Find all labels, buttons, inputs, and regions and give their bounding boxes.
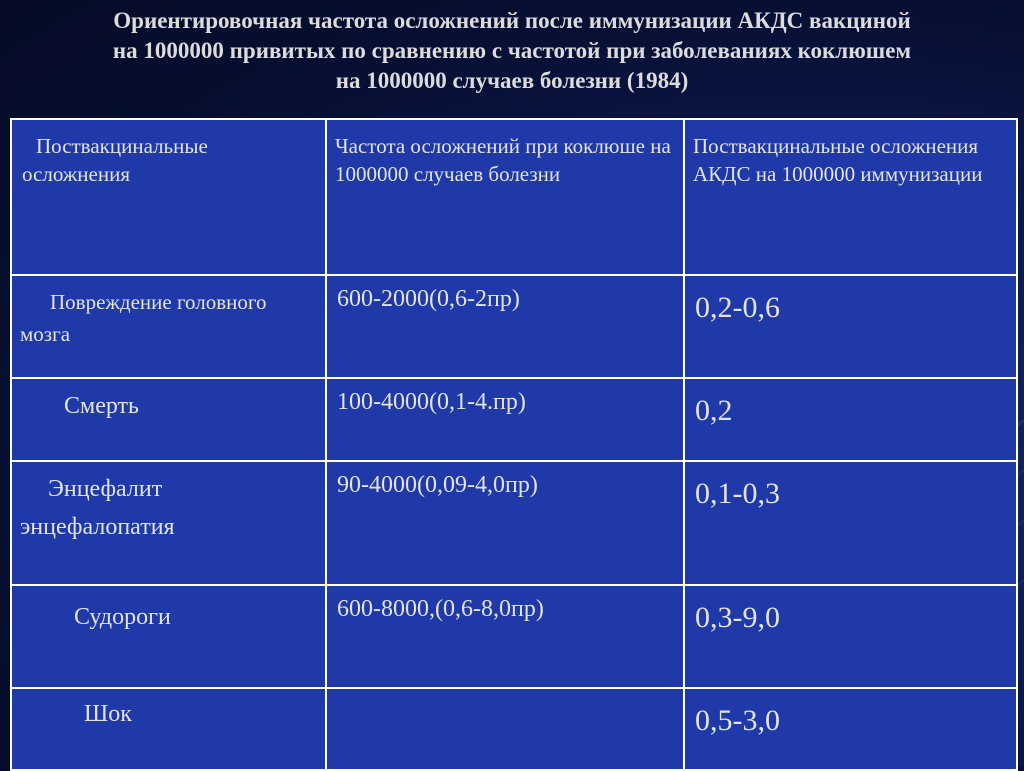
title-line-2: на 1000000 привитых по сравнению с частотой при заболеваниях коклюшем [112, 38, 912, 63]
pertussis-value-cell [326, 585, 684, 688]
table-header-row [11, 119, 1017, 275]
pertussis-value: 600-8000,(0,6-8,0пр) [337, 596, 544, 622]
row-label-cell [11, 275, 326, 378]
dtp-value: 0,5-3,0 [695, 704, 780, 737]
table-row [11, 585, 1017, 688]
row-label-cell [11, 378, 326, 461]
pertussis-value-cell [326, 688, 684, 770]
row-label: Судороги [74, 604, 171, 630]
dtp-value: 0,2 [695, 394, 733, 427]
header-label-dtp-frequency: Поствакцинальные осложнения АКДС на 1000000 иммунизации [693, 134, 983, 186]
header-cell-dtp-frequency [684, 119, 1017, 275]
table-row [11, 461, 1017, 585]
pertussis-value: 600-2000(0,6-2пр) [337, 286, 520, 312]
dtp-value-cell [684, 585, 1017, 688]
title-line-1: Ориентировочная частота осложнений после иммунизации АКДС вакциной [113, 8, 911, 33]
table-row [11, 275, 1017, 378]
row-label-cell [11, 688, 326, 770]
table-row [11, 378, 1017, 461]
dtp-value-cell [684, 275, 1017, 378]
dtp-value: 0,1-0,3 [695, 477, 780, 510]
row-label: Шок [84, 701, 132, 727]
row-label: Смерть [64, 393, 139, 419]
complications-table [10, 118, 1018, 771]
row-label-cell [11, 461, 326, 585]
dtp-value: 0,2-0,6 [695, 291, 780, 324]
header-cell-pertussis-frequency [326, 119, 684, 275]
pertussis-value: 90-4000(0,09-4,0пр) [337, 472, 538, 498]
dtp-value-cell [684, 461, 1017, 585]
pertussis-value-cell [326, 378, 684, 461]
slide-title [14, 6, 1010, 96]
pertussis-value-cell [326, 275, 684, 378]
pertussis-value [327, 689, 683, 697]
row-label: Повреждение головного мозга [20, 290, 267, 346]
dtp-value-cell [684, 378, 1017, 461]
header-label-pertussis-frequency: Частота осложнений при коклюше на 1000000 случаев болезни [335, 134, 671, 186]
table-row [11, 688, 1017, 770]
row-label-cell [11, 585, 326, 688]
pertussis-value: 100-4000(0,1-4.пр) [337, 389, 526, 415]
header-label-complication: Поствакцинальные осложнения [22, 134, 208, 186]
row-label: Энцефалит энцефалопатия [20, 476, 175, 540]
title-line-3: на 1000000 случаев болезни (1984) [335, 68, 689, 93]
dtp-value-cell [684, 688, 1017, 770]
header-cell-complication [11, 119, 326, 275]
dtp-value: 0,3-9,0 [695, 601, 780, 634]
pertussis-value-cell [326, 461, 684, 585]
